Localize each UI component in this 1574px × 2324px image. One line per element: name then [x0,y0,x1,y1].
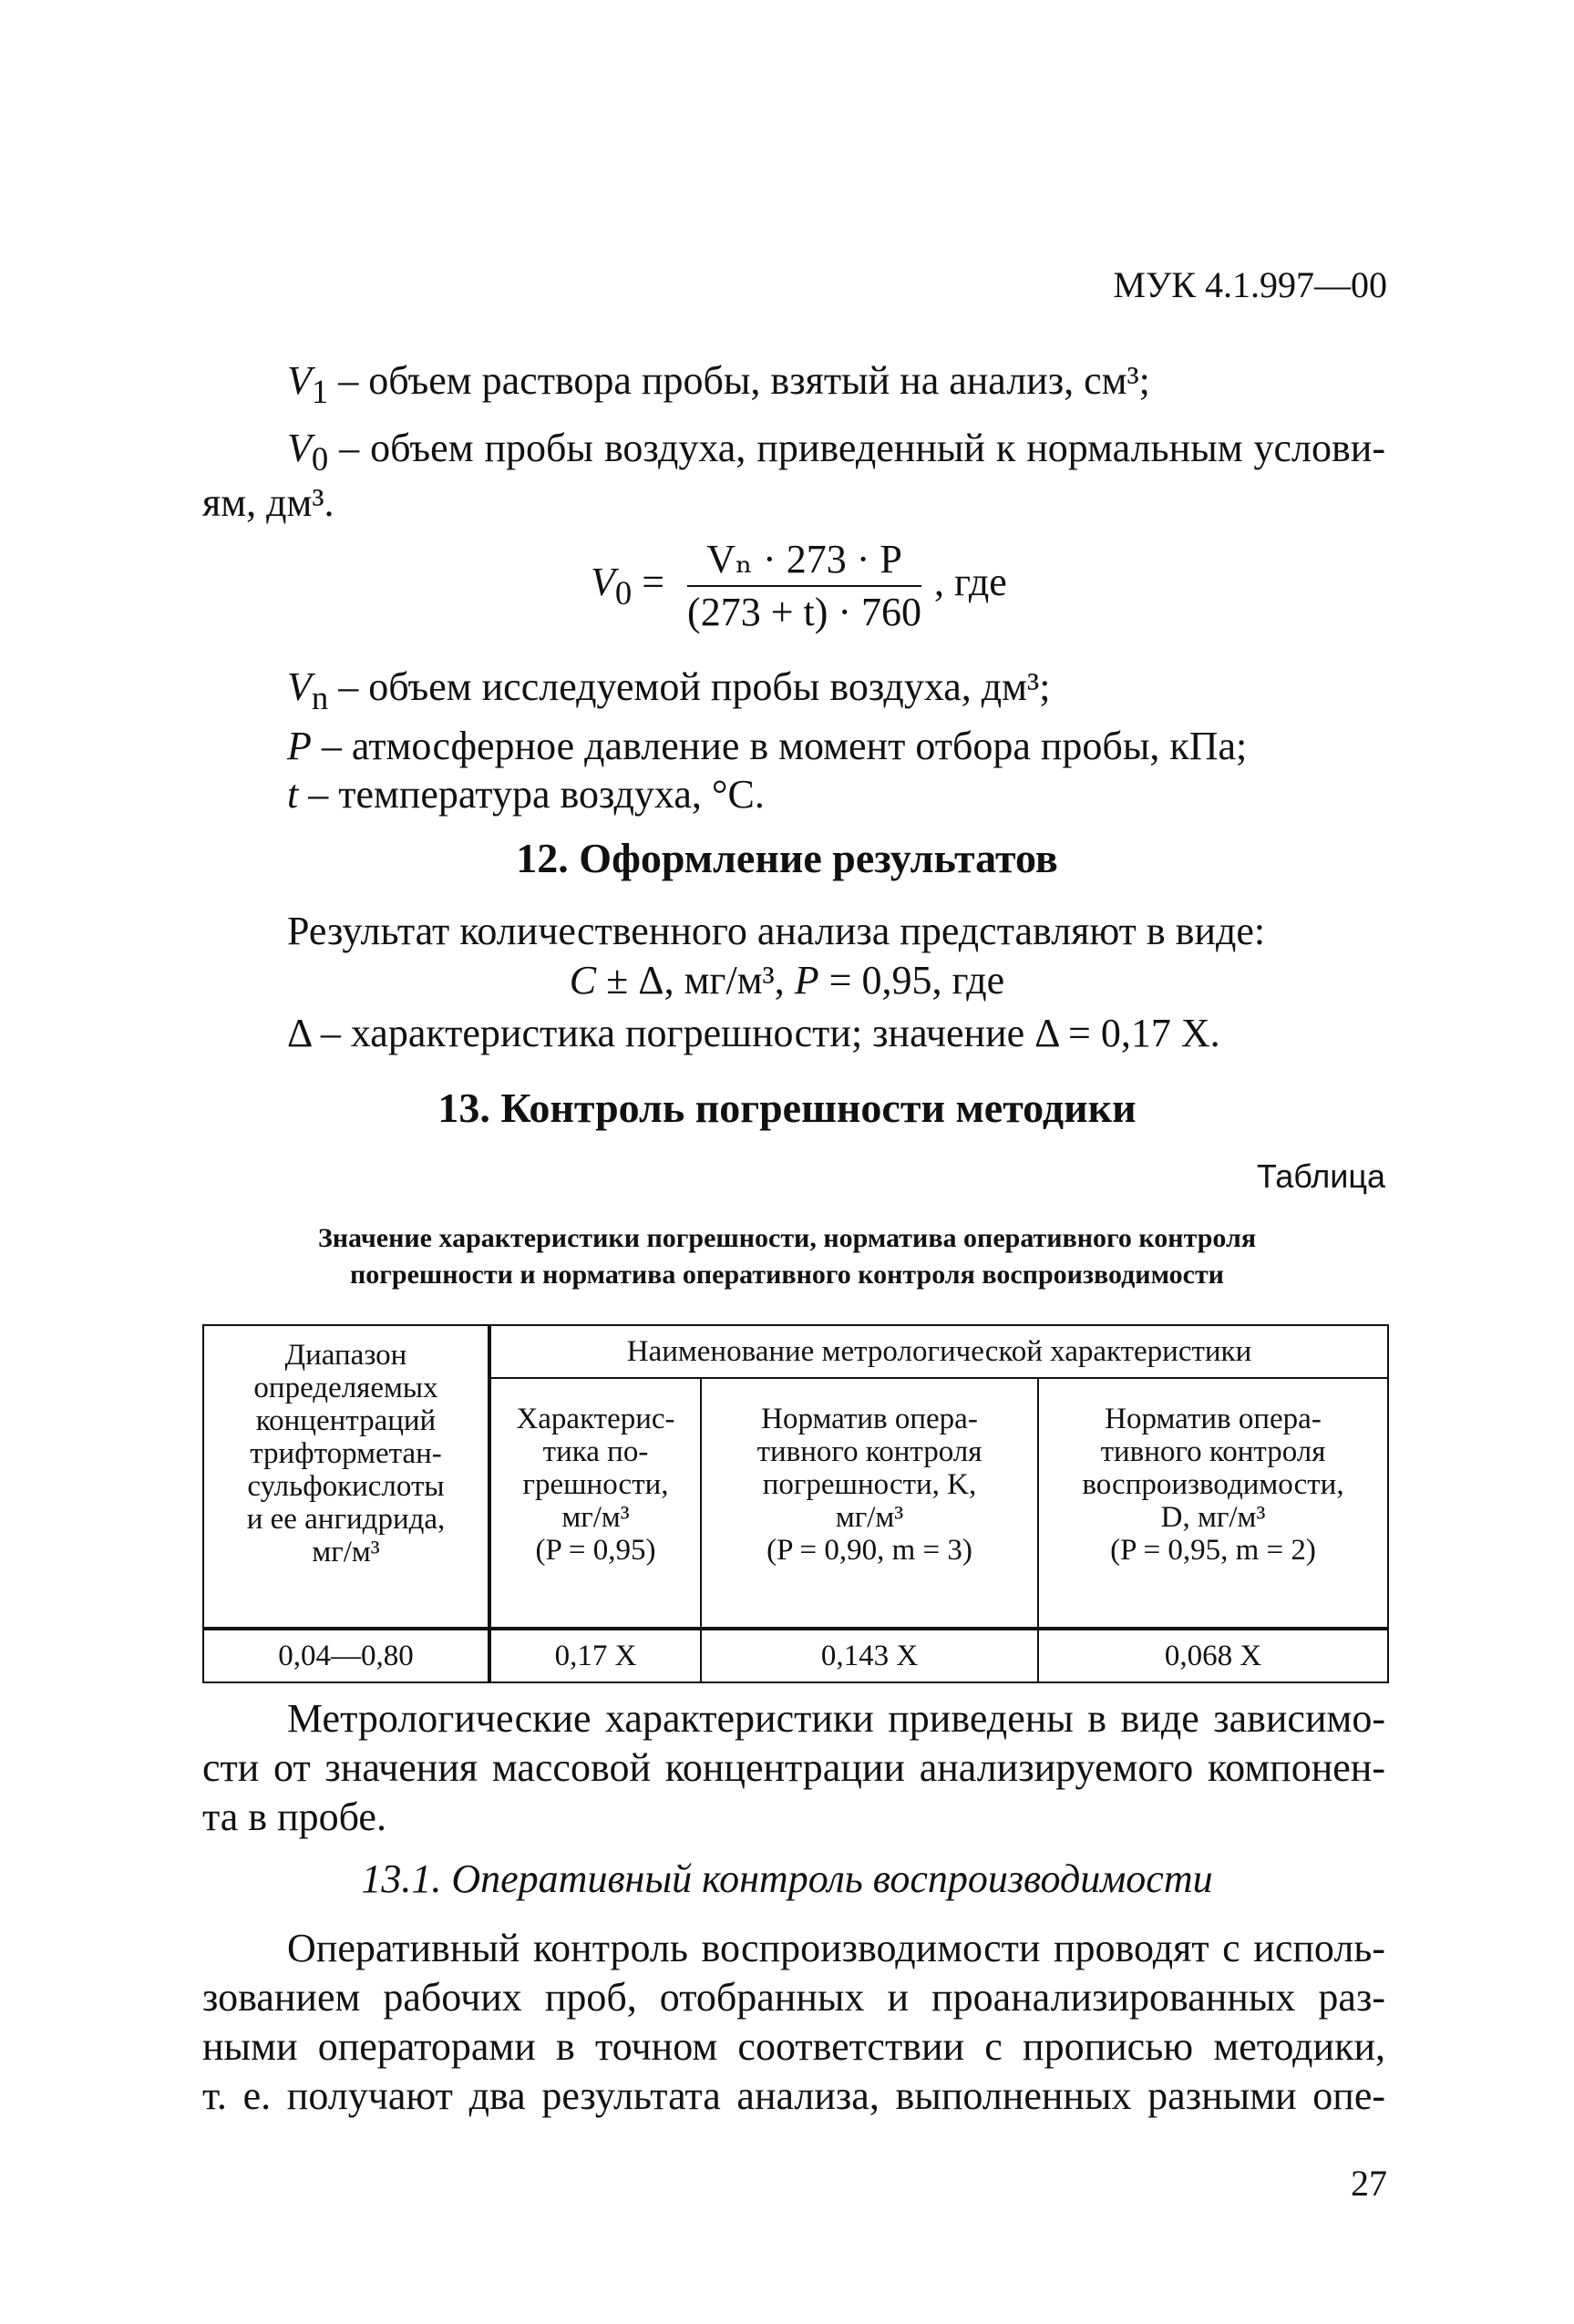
def-vn: $V_n$ – объем исследуемой пробы воздуха, дм³; [287,664,1051,716]
cell-norm-k: 0,143 Х [701,1629,1038,1682]
header-col2: Норматив опера- тивного контроля погрешности, K, мг/м³ (P = 0,90, m = 3) [701,1378,1038,1629]
header-col3: Норматив опера- тивного контроля воспроизводимости, D, мг/м³ (P = 0,95, m = 2) [1038,1378,1388,1629]
def-p: P – атмосферное давление в момент отбора пробы, кПа; [287,724,1248,768]
def-v0-cont: ям, дм³. [202,480,334,525]
table-caption-line1: Значение характеристики погрешности, норматива оперативного контроля [317,1223,1257,1253]
header-col1: Характерис- тика по- грешности, мг/м³ (P = 0,95) [489,1378,701,1629]
cell-norm-d: 0,068 Х [1038,1629,1388,1682]
para-metrology-l3: та в пробе. [202,1794,386,1839]
section-13-heading: 13. Контроль погрешности методики [437,1085,1137,1131]
table-label: Таблица [1256,1157,1385,1195]
formula-fraction [687,536,921,636]
para-control-l2: зованием рабочих проб, отобранных и проанализированных раз- [202,1975,1385,2020]
table-header-row [203,1325,1388,1378]
formula-v0: $V_0$ = $\frac{\text{Vₙ · 273 · P}}{(273 + t) \cdot 760}$ , где [591,537,1007,634]
metrology-table [202,1324,1389,1683]
section-12-line1: Результат количественного анализа представляют в виде: [287,909,1266,953]
para-control-l3: ными операторами в точном соответствии с прописью методики, [202,2024,1385,2069]
def-t: t – температура воздуха, °С. [287,772,765,817]
para-metrology-l2: сти от значения массовой концентрации анализируемого компонен- [202,1745,1385,1790]
subsection-13-1-heading: 13.1. Оперативный контроль воспроизводимости [361,1856,1213,1901]
document-number: МУК 4.1.997—00 [1113,264,1387,305]
cell-range: 0,04—0,80 [203,1629,489,1682]
section-12-line2: C ± Δ, мг/м³, P = 0,95, где [569,958,1005,1003]
formula-denominator: (273 + t) · 760 [687,590,922,634]
header-group-cell: Наименование метрологической характеристики [489,1325,1388,1378]
def-v0: $V_0$ – объем пробы воздуха, приведенный к нормальным услови- [287,426,1385,478]
def-v1: $V_1$ – объем раствора пробы, взятый на анализ, см³; [287,358,1150,410]
header-range-cell: Диапазон определяемых концентраций трифторметан- сульфокислоты и ее ангидрида, мг/м³ [203,1325,489,1629]
section-12-heading: 12. Оформление результатов [516,835,1058,881]
para-control-l1: Оперативный контроль воспроизводимости проводят с исполь- [287,1926,1385,1970]
para-metrology-l1: Метрологические характеристики приведены в виде зависимо- [287,1696,1385,1741]
page-number: 27 [1351,2163,1387,2204]
formula-numerator: Vₙ · 273 · P [687,536,921,587]
table-caption-line2: погрешности и норматива оперативного контроля воспроизводимости [350,1260,1224,1290]
para-control-l4: т. е. получают два результата анализа, выполненных разными опе- [202,2073,1385,2118]
table-row [203,1629,1388,1682]
section-12-line3: Δ – характеристика погрешности; значение Δ = 0,17 Х. [287,1011,1220,1055]
cell-error: 0,17 Х [489,1629,701,1682]
